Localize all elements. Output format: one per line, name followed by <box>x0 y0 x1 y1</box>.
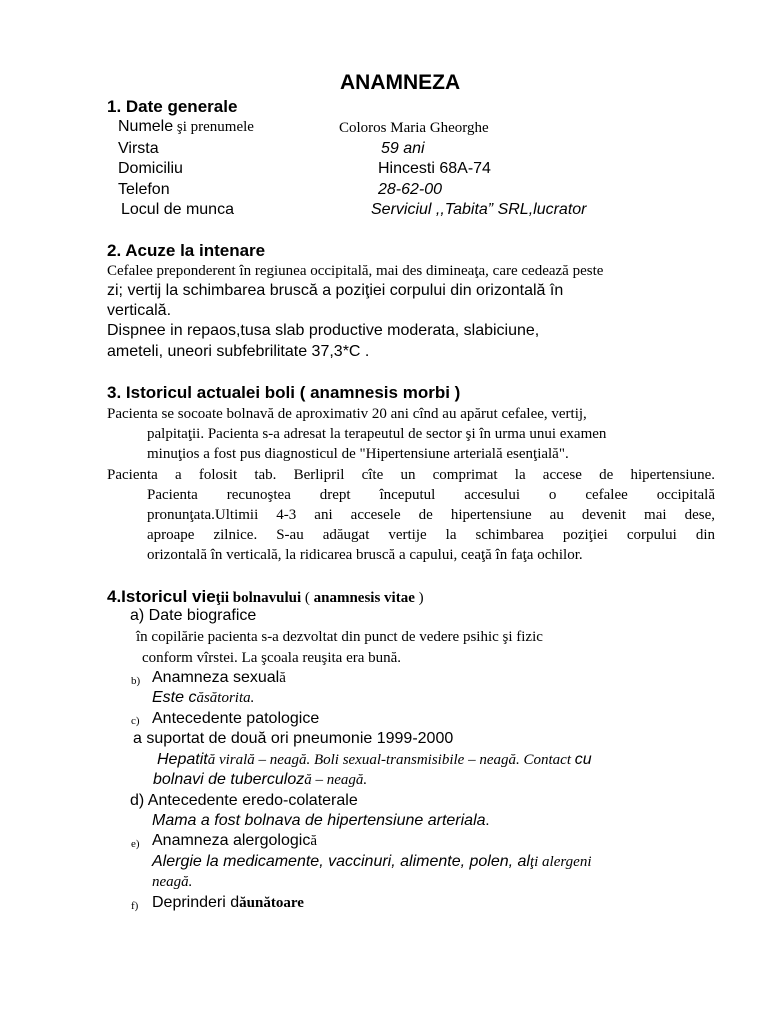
history-line-6: pronunţata.Ultimii 4-3 ani accesele de hipertensiune au devenit mai dese, <box>147 507 715 523</box>
subsection-f-marker: f) <box>131 900 139 912</box>
section-2-heading: 2. Acuze la intenare <box>107 241 266 260</box>
complaints-line-4: Dispnee in repaos,tusa slab productive moderata, slabiciune, <box>107 322 540 339</box>
field-label-address: Domiciliu <box>118 160 183 177</box>
allergy-line-2: neagă. <box>152 874 193 890</box>
history-line-8: orizontală în verticală, la ridicarea bruscă a capului, ceaţă în faţa ochilor. <box>147 547 583 563</box>
field-label-phone: Telefon <box>118 181 170 198</box>
complaints-line-1: Cefalee preponderent în regiunea occipitală, mai des dimineaţa, care cedează peste <box>107 263 604 279</box>
history-line-7: aproape zilnice. S-au adăugat vertije la schimbarea poziţiei corpului din <box>147 527 715 543</box>
history-line-2: palpitaţii. Pacienta s-a adresat la terapeutul de sector şi în urma unui examen <box>147 426 607 442</box>
subsection-c-marker: c) <box>131 715 140 727</box>
history-line-5: Pacienta recunoştea drept începutul accesului o cefalee occipitală <box>147 487 715 503</box>
subsection-b-marker: b) <box>131 675 141 687</box>
section-3-heading: 3. Istoricul actualei boli ( anamnesis morbi ) <box>107 383 461 402</box>
section-4-heading: 4.Istoricul vieţii bolnavului ( anamnesis vitae ) <box>107 587 424 606</box>
subsection-e-label: Anamneza alergologică <box>152 832 317 849</box>
subsection-b-label: Anamneza sexuală <box>152 669 286 686</box>
subsection-f-label: Deprinderi dăunătoare <box>152 894 304 911</box>
history-line-4: Pacienta a folosit tab. Berlipril cîte un comprimat la accese de hipertensiune. <box>107 467 715 483</box>
history-line-3: minuţios a fost pus diagnosticul de "Hipertensiune arterială esenţială". <box>147 446 569 462</box>
sexual-history-value: Este căsătorita. <box>152 689 255 706</box>
field-value-name: Coloros Maria Gheorghe <box>339 120 489 136</box>
allergy-line-1: Alergie la medicamente, vaccinuri, alimente, polen, alţi alergeni <box>152 853 592 870</box>
field-value-address: Hincesti 68A-74 <box>378 160 491 177</box>
subsection-e-marker: e) <box>131 838 140 850</box>
pathology-line-3: bolnavi de tuberculoză – neagă. <box>153 771 368 788</box>
pathology-line-1: a suportat de două ori pneumonie 1999-2000 <box>133 730 454 747</box>
complaints-line-2: zi; vertij la schimbarea bruscă a poziţiei corpului din orizontală în <box>107 282 564 299</box>
subsection-a-label: a) Date biografice <box>130 607 257 624</box>
subsection-d-label: d) Antecedente eredo-colaterale <box>130 792 358 809</box>
field-value-workplace: Serviciul ,,Tabita” SRL,lucrator <box>371 201 587 218</box>
biography-line-1: în copilărie pacienta s-a dezvoltat din punct de vedere psihic şi fizic <box>136 629 543 645</box>
field-value-phone: 28-62-00 <box>378 181 443 198</box>
field-label-name: Numele şi prenumele <box>118 118 254 135</box>
pathology-line-2: Hepatită virală – neagă. Boli sexual-transmisibile – neagă. Contact cu <box>157 751 592 768</box>
biography-line-2: conform vîrstei. La şcoala reuşita era bună. <box>142 650 402 666</box>
section-1-heading: 1. Date generale <box>107 97 238 116</box>
subsection-c-label: Antecedente patologice <box>152 710 320 727</box>
complaints-line-3: verticală. <box>107 302 172 319</box>
field-value-age: 59 ani <box>381 140 425 157</box>
field-label-age: Virsta <box>118 140 159 157</box>
family-history-value: Mama a fost bolnava de hipertensiune arteriala. <box>152 812 490 829</box>
field-label-workplace: Locul de munca <box>121 201 234 218</box>
history-line-1: Pacienta se socoate bolnavă de aproximativ 20 ani cînd au apărut cefalee, vertij, <box>107 406 587 422</box>
document-title: ANAMNEZA <box>340 71 461 94</box>
complaints-line-5: ameteli, uneori subfebrilitate 37,3*C . <box>107 343 370 360</box>
